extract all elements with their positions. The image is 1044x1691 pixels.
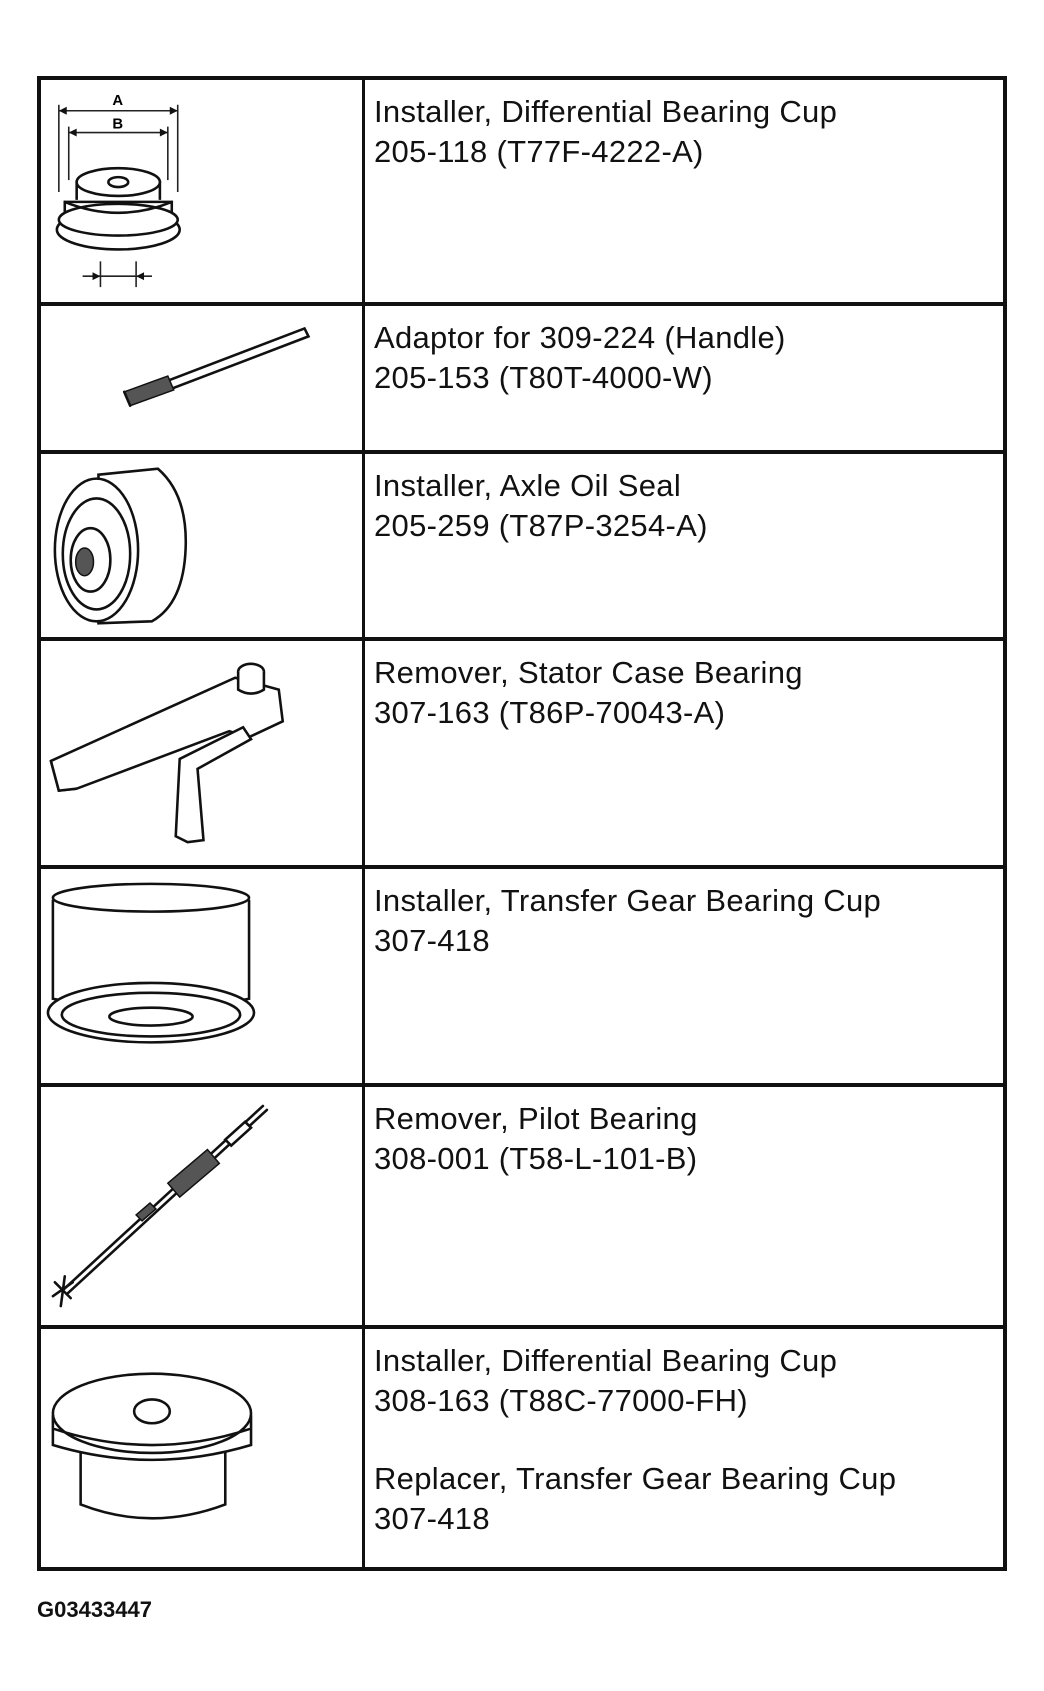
figure-code: G03433447 [37,1597,152,1622]
tool-number: 308-163 (T88C-77000-FH) [374,1383,748,1418]
special-tools-table [37,76,1007,1571]
tool-number: 205-153 (T80T-4000-W) [374,360,713,395]
tool-name: Remover, Pilot Bearing [374,1101,698,1136]
tool-description [374,881,993,961]
tool-description [374,653,993,733]
tool-row [41,302,1003,450]
tool-row [41,637,1003,865]
tool-name-alt: Replacer, Transfer Gear Bearing Cup [374,1461,897,1496]
tool-description [374,1341,993,1539]
tool-number: 307-163 (T86P-70043-A) [374,695,726,730]
tool-row [41,80,1003,302]
tool-description [374,1099,993,1179]
tool-number: 205-118 (T77F-4222-A) [374,134,704,169]
tool-number: 308-001 (T58-L-101-B) [374,1141,698,1176]
tool-name: Installer, Transfer Gear Bearing Cup [374,883,882,918]
tool-row [41,450,1003,637]
slide-hammer-icon [41,1087,365,1325]
tool-number: 205-259 (T87P-3254-A) [374,508,708,543]
bearing-remover-icon [41,641,365,865]
tool-name: Adaptor for 309-224 (Handle) [374,320,786,355]
handle-adaptor-icon [41,306,365,450]
bearing-cup-installer-icon [41,80,365,302]
tool-row [41,1083,1003,1325]
tool-description [374,92,993,172]
tool-description [374,466,993,546]
tool-row [41,865,1003,1083]
tool-description [374,318,993,398]
oil-seal-installer-icon [41,454,365,637]
dim-label-b: B [112,116,124,133]
tool-name: Installer, Differential Bearing Cup [374,94,838,129]
tool-name: Remover, Stator Case Bearing [374,655,803,690]
tool-name: Installer, Differential Bearing Cup [374,1343,838,1378]
tool-number: 307-418 [374,923,490,958]
tool-number-alt: 307-418 [374,1501,490,1536]
tool-name: Installer, Axle Oil Seal [374,468,682,503]
transfer-gear-cup-installer-icon [41,869,365,1083]
tool-row [41,1325,1003,1567]
differential-cup-installer-icon [41,1329,365,1567]
dim-label-a: A [112,92,124,109]
